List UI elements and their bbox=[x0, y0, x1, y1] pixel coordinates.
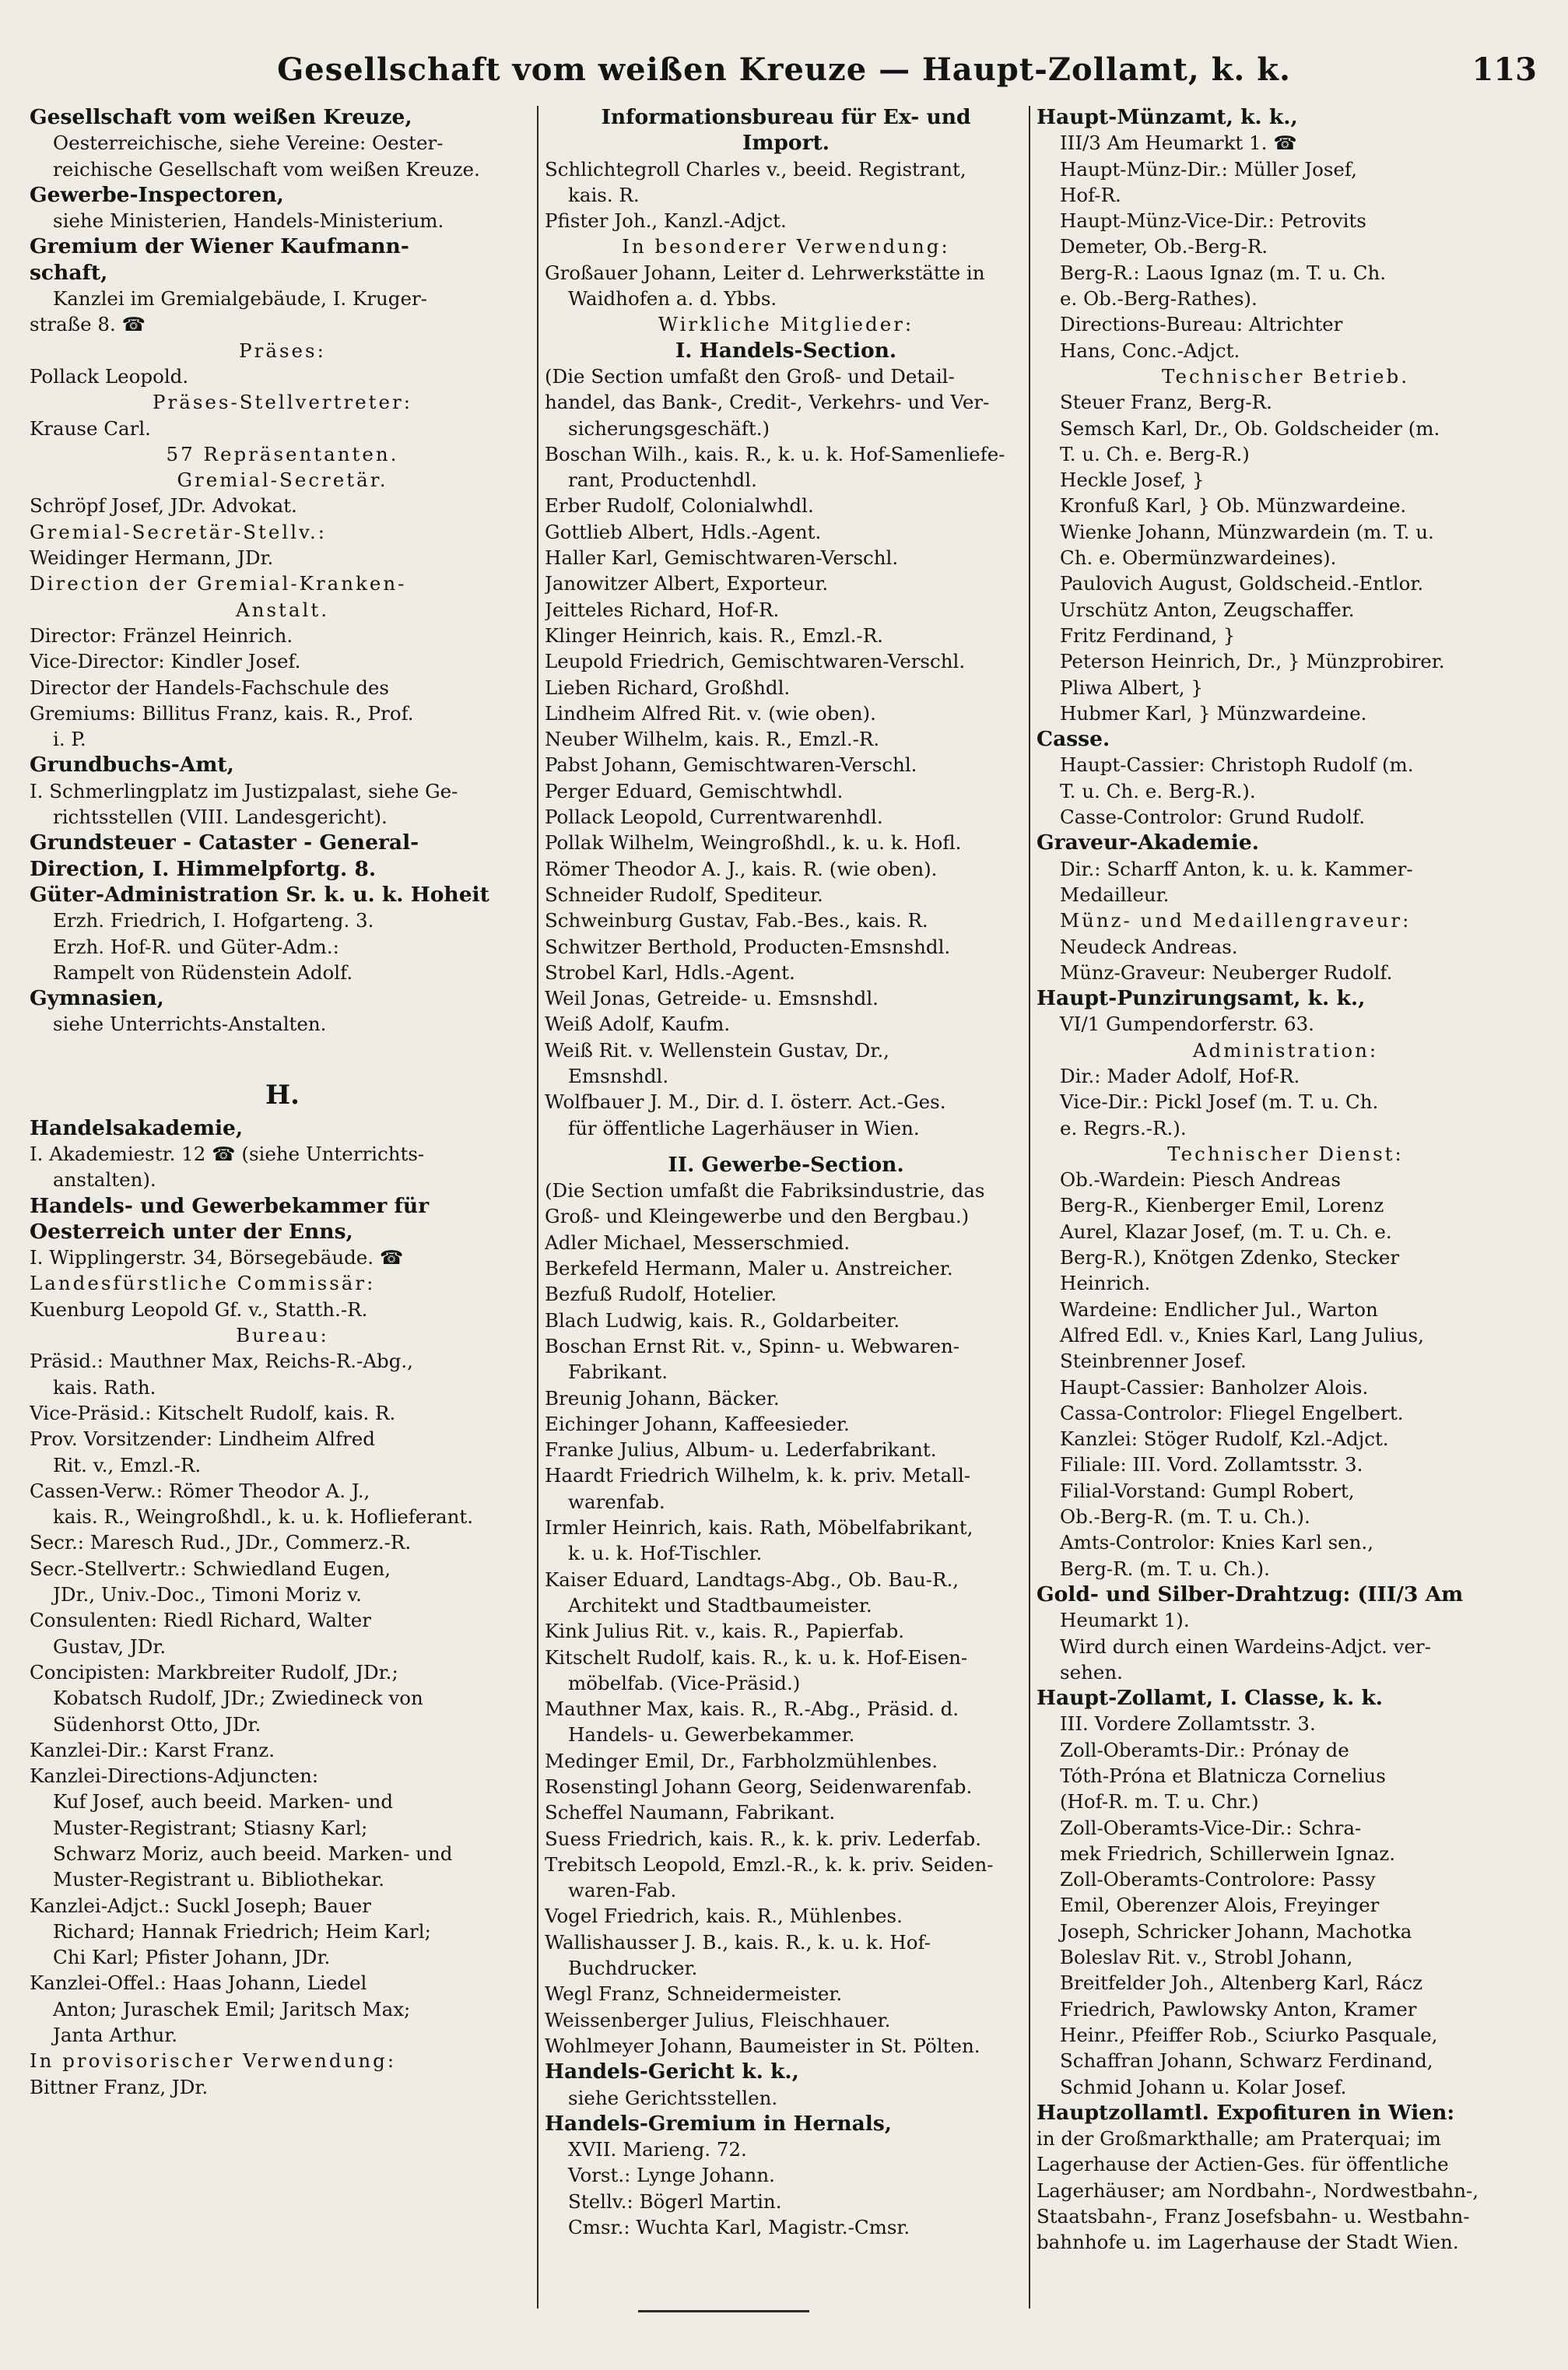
entry-line: Emsnshdl. bbox=[568, 1064, 669, 1087]
entry-line: siehe Unterrichts-Anstalten. bbox=[53, 1013, 327, 1036]
entry-line: Weissenberger Julius, Fleischhauer. bbox=[545, 2008, 891, 2031]
entry-line: Joseph, Schricker Johann, Machotka bbox=[1060, 1919, 1412, 1943]
entry-line: Muster-Registrant; Stiasny Karl; bbox=[53, 1816, 368, 1839]
column-divider-right bbox=[1029, 106, 1030, 2309]
end-rule bbox=[638, 2310, 809, 2312]
entry-heading: Grundbuchs-Amt, bbox=[30, 753, 234, 778]
entry-heading: schaft, bbox=[30, 260, 108, 285]
entry-line: Kanzlei-Dir.: Karst Franz. bbox=[30, 1738, 275, 1761]
entry-line: Berkefeld Hermann, Maler u. Anstreicher. bbox=[545, 1257, 953, 1280]
entry-line: Handels- u. Gewerbekammer. bbox=[568, 1723, 855, 1747]
entry-heading: Güter-Administration Sr. k. u. k. Hoheit bbox=[30, 882, 489, 907]
entry-line: Cassen-Verw.: Römer Theodor A. J., bbox=[30, 1479, 370, 1502]
entry-line: Friedrich, Pawlowsky Anton, Kramer bbox=[1060, 1997, 1417, 2021]
entry-line: Pliwa Albert, } bbox=[1060, 676, 1203, 699]
entry-line: Hans, Conc.-Adjct. bbox=[1060, 339, 1240, 362]
column-left bbox=[30, 104, 535, 2330]
entry-line: (Hof-R. m. T. u. Chr.) bbox=[1060, 1790, 1259, 1813]
entry-line: e. Regrs.-R.). bbox=[1060, 1116, 1187, 1139]
entry-line: Pollack Leopold. bbox=[30, 364, 189, 388]
entry-line: (Die Section umfaßt die Fabriksindustrie, das bbox=[545, 1179, 985, 1203]
entry-line: Medinger Emil, Dr., Farbholzmühlenbes. bbox=[545, 1749, 938, 1772]
entry-heading: Haupt-Zollamt, I. Classe, k. k. bbox=[1037, 1686, 1384, 1711]
entry-line: Berg-R., Kienberger Emil, Lorenz bbox=[1060, 1194, 1384, 1217]
entry-line: siehe Gerichtsstellen. bbox=[568, 2086, 778, 2109]
entry-line: Mauthner Max, kais. R., R.-Abg., Präsid. d. bbox=[545, 1698, 959, 1721]
entry-line: Ob.-Wardein: Piesch Andreas bbox=[1060, 1168, 1341, 1192]
entry-line: Berg-R. (m. T. u. Ch.). bbox=[1060, 1557, 1270, 1580]
entry-line: Stellv.: Bögerl Martin. bbox=[568, 2189, 782, 2213]
entry-heading: H. bbox=[265, 1079, 300, 1111]
entry-line: Wirkliche Mitglieder: bbox=[658, 313, 914, 336]
entry-line: Erzh. Hof-R. und Güter-Adm.: bbox=[53, 935, 339, 958]
entry-line: Kanzlei im Gremialgebäude, I. Kruger- bbox=[53, 287, 427, 311]
entry-line: sehen. bbox=[1060, 1660, 1123, 1684]
entry-line: Münz-Graveur: Neuberger Rudolf. bbox=[1060, 960, 1393, 984]
entry-line: Adler Michael, Messerschmied. bbox=[545, 1231, 851, 1254]
entry-line: Klinger Heinrich, kais. R., Emzl.-R. bbox=[545, 623, 883, 647]
entry-line: Trebitsch Leopold, Emzl.-R., k. k. priv. Seiden- bbox=[545, 1852, 994, 1876]
entry-line: Anstalt. bbox=[236, 598, 329, 621]
entry-line: Suess Friedrich, kais. R., k. k. priv. Lederfab. bbox=[545, 1827, 981, 1850]
entry-line: Römer Theodor A. J., kais. R. (wie oben). bbox=[545, 857, 938, 880]
entry-line: Janowitzer Albert, Exporteur. bbox=[545, 572, 829, 595]
entry-line: Zoll-Oberamts-Vice-Dir.: Schra- bbox=[1060, 1816, 1362, 1839]
entry-line: e. Ob.-Berg-Rathes). bbox=[1060, 287, 1258, 311]
entry-line: Heinr., Pfeiffer Rob., Sciurko Pasquale, bbox=[1060, 2023, 1438, 2046]
entry-line: Neuber Wilhelm, kais. R., Emzl.-R. bbox=[545, 728, 880, 751]
entry-heading: Gremium der Wiener Kaufmann- bbox=[30, 234, 409, 259]
entry-line: (Die Section umfaßt den Groß- und Detail- bbox=[545, 364, 955, 388]
entry-line: Medailleur. bbox=[1060, 883, 1170, 906]
entry-line: Cmsr.: Wuchta Karl, Magistr.-Cmsr. bbox=[568, 2216, 910, 2239]
entry-line: Ch. e. Obermünzwardeines). bbox=[1060, 546, 1337, 570]
entry-line: richtsstellen (VIII. Landesgericht). bbox=[53, 806, 388, 829]
entry-heading: Handels-Gremium in Hernals, bbox=[545, 2111, 893, 2136]
entry-line: Filial-Vorstand: Gumpl Robert, bbox=[1060, 1479, 1355, 1502]
entry-line: Technischer Betrieb. bbox=[1162, 364, 1409, 388]
entry-heading: II. Gewerbe-Section. bbox=[668, 1152, 904, 1177]
entry-line: Casse-Controlor: Grund Rudolf. bbox=[1060, 806, 1365, 829]
entry-line: Zoll-Oberamts-Dir.: Prónay de bbox=[1060, 1738, 1349, 1761]
entry-line: Architekt und Stadtbaumeister. bbox=[568, 1593, 872, 1617]
entry-line: Secr.-Stellvertr.: Schwiedland Eugen, bbox=[30, 1557, 391, 1580]
entry-line: Groß- und Kleingewerbe und den Bergbau.) bbox=[545, 1205, 970, 1228]
entry-line: Schmid Johann u. Kolar Josef. bbox=[1060, 2075, 1347, 2098]
entry-line: Großauer Johann, Leiter d. Lehrwerkstätte in bbox=[545, 261, 985, 284]
entry-line: T. u. Ch. e. Berg-R.). bbox=[1060, 779, 1256, 802]
entry-line: Aurel, Klazar Josef, (m. T. u. Ch. e. bbox=[1060, 1220, 1392, 1243]
entry-heading: Gesellschaft vom weißen Kreuze, bbox=[30, 105, 412, 129]
entry-line: Dir.: Mader Adolf, Hof-R. bbox=[1060, 1064, 1300, 1087]
entry-line: Leupold Friedrich, Gemischtwaren-Verschl. bbox=[545, 650, 966, 673]
entry-line: kais. R., Weingroßhdl., k. u. k. Hoflieferant. bbox=[53, 1505, 474, 1529]
entry-line: In provisorischer Verwendung: bbox=[30, 2049, 397, 2073]
entry-line: Administration: bbox=[1192, 1038, 1379, 1062]
column-middle bbox=[545, 104, 1027, 2330]
running-title: Gesellschaft vom weißen Kreuze — Haupt-Zollamt, k. k. bbox=[277, 51, 1291, 88]
entry-line: Secr.: Maresch Rud., JDr., Commerz.-R. bbox=[30, 1531, 412, 1554]
entry-line: Haller Karl, Gemischtwaren-Verschl. bbox=[545, 546, 899, 570]
entry-line: mek Friedrich, Schillerwein Ignaz. bbox=[1060, 1842, 1396, 1865]
entry-line: Weil Jonas, Getreide- u. Emsnshdl. bbox=[545, 987, 879, 1010]
entry-line: straße 8. ☎ bbox=[30, 313, 146, 336]
entry-line bbox=[30, 1038, 535, 1075]
page-header bbox=[31, 39, 1537, 101]
entry-heading: Oesterreich unter der Enns, bbox=[30, 1219, 353, 1244]
entry-heading: Hauptzollamtl. Expofituren in Wien: bbox=[1037, 2100, 1455, 2125]
entry-line: Janta Arthur. bbox=[53, 2024, 178, 2047]
entry-line: Jeitteles Richard, Hof-R. bbox=[545, 598, 780, 621]
entry-line: Heinrich. bbox=[1060, 1272, 1151, 1295]
entry-line: Schwitzer Berthold, Producten-Emsnshdl. bbox=[545, 935, 951, 958]
entry-line: Chi Karl; Pfister Johann, JDr. bbox=[53, 1946, 331, 1969]
entry-line: Waidhofen a. d. Ybbs. bbox=[568, 287, 777, 311]
entry-line: Schneider Rudolf, Spediteur. bbox=[545, 883, 823, 906]
entry-line: bahnhofe u. im Lagerhause der Stadt Wien. bbox=[1037, 2231, 1459, 2254]
entry-line: Richard; Hannak Friedrich; Heim Karl; bbox=[53, 1919, 431, 1943]
entry-line: Präses-Stellvertreter: bbox=[153, 391, 412, 414]
entry-line: Weiß Adolf, Kaufm. bbox=[545, 1013, 731, 1036]
entry-line: möbelfab. (Vice-Präsid.) bbox=[568, 1671, 801, 1694]
entry-line: warenfab. bbox=[568, 1490, 665, 1513]
entry-line: Kaiser Eduard, Landtags-Abg., Ob. Bau-R., bbox=[545, 1568, 959, 1591]
entry-line: I. Schmerlingplatz im Justizpalast, siehe Ge- bbox=[30, 779, 458, 802]
entry-line: I. Akademiestr. 12 ☎ (siehe Unterrichts- bbox=[30, 1142, 425, 1165]
entry-line: Bittner Franz, JDr. bbox=[30, 2075, 209, 2098]
entry-line: Vorst.: Lynge Johann. bbox=[568, 2164, 775, 2187]
entry-line: Gottlieb Albert, Hdls.-Agent. bbox=[545, 520, 822, 543]
entry-line: Weiß Rit. v. Wellenstein Gustav, Dr., bbox=[545, 1038, 889, 1062]
entry-line: Haupt-Münz-Dir.: Müller Josef, bbox=[1060, 157, 1357, 181]
entry-line: Boschan Ernst Rit. v., Spinn- u. Webwaren- bbox=[545, 1334, 960, 1357]
entry-line: i. P. bbox=[53, 728, 86, 751]
entry-line: Berg-R.: Laous Ignaz (m. T. u. Ch. bbox=[1060, 261, 1387, 284]
entry-heading: Grundsteuer - Cataster - General- bbox=[30, 830, 419, 855]
entry-line: Breunig Johann, Bäcker. bbox=[545, 1386, 780, 1410]
entry-line: Schröpf Josef, JDr. Advokat. bbox=[30, 494, 297, 518]
entry-line: Haupt-Cassier: Banholzer Alois. bbox=[1060, 1375, 1369, 1399]
entry-line: Amts-Controlor: Knies Karl sen., bbox=[1060, 1531, 1373, 1554]
entry-line: Gustav, JDr. bbox=[53, 1634, 167, 1658]
entry-heading: Graveur-Akademie. bbox=[1037, 830, 1259, 855]
entry-line: Wegl Franz, Schneidermeister. bbox=[545, 1982, 843, 2006]
entry-line: Direction der Gremial-Kranken- bbox=[30, 572, 407, 595]
entry-line: Demeter, Ob.-Berg-R. bbox=[1060, 235, 1268, 258]
entry-line: Tóth-Próna et Blatnicza Cornelius bbox=[1060, 1764, 1386, 1787]
entry-heading: Gewerbe-Inspectoren, bbox=[30, 182, 284, 207]
entry-line: Schwarz Moriz, auch beeid. Marken- und bbox=[53, 1842, 453, 1865]
entry-line: sicherungsgeschäft.) bbox=[568, 416, 770, 440]
entry-line: Bezfuß Rudolf, Hotelier. bbox=[545, 1283, 777, 1306]
entry-line: Vice-Dir.: Pickl Josef (m. T. u. Ch. bbox=[1060, 1090, 1379, 1114]
entry-line: Hof-R. bbox=[1060, 183, 1121, 206]
entry-line: In besonderer Verwendung: bbox=[622, 235, 950, 258]
entry-line: Landesfürstliche Commissär: bbox=[30, 1272, 376, 1295]
entry-line: VI/1 Gumpendorferstr. 63. bbox=[1060, 1013, 1314, 1036]
entry-line: Gremial-Secretär. bbox=[177, 469, 388, 492]
column-divider-left bbox=[537, 106, 538, 2309]
entry-line: handel, das Bank-, Credit-, Verkehrs- und Ver- bbox=[545, 391, 990, 414]
entry-line: Anton; Juraschek Emil; Jaritsch Max; bbox=[53, 1997, 411, 2021]
entry-line: waren-Fab. bbox=[568, 1879, 677, 1902]
entry-line: Präsid.: Mauthner Max, Reichs-R.-Abg., bbox=[30, 1350, 413, 1373]
entry-line: Emil, Oberenzer Alois, Freyinger bbox=[1060, 1894, 1380, 1917]
entry-heading: Gymnasien, bbox=[30, 986, 164, 1011]
entry-line: für öffentliche Lagerhäuser in Wien. bbox=[568, 1116, 920, 1139]
entry-line: Erber Rudolf, Colonialwhdl. bbox=[545, 494, 814, 518]
entry-line: Bureau: bbox=[236, 1324, 329, 1347]
entry-line: k. u. k. Hof-Tischler. bbox=[568, 1542, 763, 1565]
entry-line: Kanzlei: Stöger Rudolf, Kzl.-Adjct. bbox=[1060, 1427, 1389, 1451]
entry-line: Perger Eduard, Gemischtwhdl. bbox=[545, 779, 844, 802]
entry-line: Rampelt von Rüdenstein Adolf. bbox=[53, 960, 353, 984]
entry-heading: Gold- und Silber-Drahtzug: (III/3 Am bbox=[1037, 1582, 1464, 1606]
column-right bbox=[1037, 104, 1535, 2330]
entry-line: Fabrikant. bbox=[568, 1361, 668, 1384]
entry-line: Concipisten: Markbreiter Rudolf, JDr.; bbox=[30, 1660, 398, 1684]
entry-line: Buchdrucker. bbox=[568, 1957, 698, 1980]
entry-line bbox=[545, 1141, 1027, 1152]
entry-line: Rosenstingl Johann Georg, Seidenwarenfab. bbox=[545, 1775, 973, 1798]
entry-line: Haardt Friedrich Wilhelm, k. k. priv. Metall- bbox=[545, 1464, 971, 1487]
entry-line: Strobel Karl, Hdls.-Agent. bbox=[545, 960, 795, 984]
entry-line: Präses: bbox=[239, 339, 326, 362]
entry-line: Kanzlei-Directions-Adjuncten: bbox=[30, 1764, 319, 1788]
entry-line: Director der Handels-Fachschule des bbox=[30, 676, 389, 699]
entry-line: Kanzlei-Adjct.: Suckl Joseph; Bauer bbox=[30, 1894, 371, 1917]
entry-heading: Handelsakademie, bbox=[30, 1115, 244, 1140]
entry-line: anstalten). bbox=[53, 1168, 156, 1192]
entry-line: Filiale: III. Vord. Zollamtsstr. 3. bbox=[1060, 1453, 1363, 1476]
entry-line: Boschan Wilh., kais. R., k. u. k. Hof-Samenliefe- bbox=[545, 442, 1005, 465]
entry-line: Rit. v., Emzl.-R. bbox=[53, 1453, 202, 1476]
entry-line: Heckle Josef, } bbox=[1060, 469, 1205, 492]
entry-line: Prov. Vorsitzender: Lindheim Alfred bbox=[30, 1427, 375, 1451]
entry-line: Kuenburg Leopold Gf. v., Statth.-R. bbox=[30, 1297, 368, 1321]
entry-line: kais. Rath. bbox=[53, 1375, 156, 1399]
entry-line: Gremial-Secretär-Stellv.: bbox=[30, 520, 328, 543]
entry-line: Wienke Johann, Münzwardein (m. T. u. bbox=[1060, 520, 1434, 543]
entry-line: Muster-Registrant u. Bibliothekar. bbox=[53, 1868, 385, 1891]
entry-line: Haupt-Münz-Vice-Dir.: Petrovits bbox=[1060, 209, 1366, 233]
entry-line: Kanzlei-Offel.: Haas Johann, Liedel bbox=[30, 1971, 367, 1995]
entry-line: Technischer Dienst: bbox=[1167, 1142, 1404, 1165]
entry-line: Schlichtegroll Charles v., beeid. Registrant, bbox=[545, 157, 966, 181]
entry-line: Semsch Karl, Dr., Ob. Goldscheider (m. bbox=[1060, 416, 1440, 440]
entry-line: Kitschelt Rudolf, kais. R., k. u. k. Hof-Eisen- bbox=[545, 1645, 968, 1669]
entry-line: Kronfuß Karl, } Ob. Münzwardeine. bbox=[1060, 494, 1407, 518]
entry-line: Breitfelder Joh., Altenberg Karl, Rácz bbox=[1060, 1971, 1422, 1995]
entry-line: Vogel Friedrich, kais. R., Mühlenbes. bbox=[545, 1905, 903, 1928]
entry-line: Peterson Heinrich, Dr., } Münzprobirer. bbox=[1060, 650, 1445, 673]
entry-line: III/3 Am Heumarkt 1. ☎ bbox=[1060, 132, 1297, 155]
entry-line: Director: Fränzel Heinrich. bbox=[30, 623, 293, 647]
entry-line: Cassa-Controlor: Fliegel Engelbert. bbox=[1060, 1401, 1404, 1424]
entry-heading: Haupt-Punzirungsamt, k. k., bbox=[1037, 986, 1366, 1011]
entry-line: Boleslav Rit. v., Strobl Johann, bbox=[1060, 1946, 1353, 1969]
entry-line: Pollak Wilhelm, Weingroßhdl., k. u. k. Hofl. bbox=[545, 831, 962, 855]
entry-heading: Informationsbureau für Ex- und bbox=[601, 105, 971, 129]
entry-line: Staatsbahn-, Franz Josefsbahn- u. Westbahn- bbox=[1037, 2205, 1470, 2228]
entry-line: Blach Ludwig, kais. R., Goldarbeiter. bbox=[545, 1308, 900, 1332]
entry-line: Haupt-Cassier: Christoph Rudolf (m. bbox=[1060, 753, 1414, 777]
entry-line: I. Wipplingerstr. 34, Börsegebäude. ☎ bbox=[30, 1246, 404, 1269]
entry-line: Urschütz Anton, Zeugschaffer. bbox=[1060, 598, 1355, 621]
entry-line: Vice-Präsid.: Kitschelt Rudolf, kais. R. bbox=[30, 1401, 396, 1424]
entry-line: Wolfbauer J. M., Dir. d. I. österr. Act.-Ges. bbox=[545, 1090, 946, 1114]
entry-line: Wallishausser J. B., kais. R., k. u. k. Hof- bbox=[545, 1930, 931, 1954]
entry-line: Gremiums: Billitus Franz, kais. R., Prof. bbox=[30, 701, 414, 725]
entry-line: T. u. Ch. e. Berg-R.) bbox=[1060, 442, 1250, 465]
entry-line: kais. R. bbox=[568, 183, 640, 206]
entry-line: Franke Julius, Album- u. Lederfabrikant. bbox=[545, 1438, 937, 1462]
entry-line: Pfister Joh., Kanzl.-Adjct. bbox=[545, 209, 787, 233]
entry-line: JDr., Univ.-Doc., Timoni Moriz v. bbox=[53, 1583, 362, 1606]
entry-line: Lieben Richard, Großhdl. bbox=[545, 676, 791, 699]
entry-line: Weidinger Hermann, JDr. bbox=[30, 546, 274, 570]
entry-line: Schaffran Johann, Schwarz Ferdinand, bbox=[1060, 2049, 1433, 2073]
entry-line: reichische Gesellschaft vom weißen Kreuze. bbox=[53, 157, 480, 181]
entry-line: Eichinger Johann, Kaffeesieder. bbox=[545, 1412, 850, 1435]
entry-line: Hubmer Karl, } Münzwardeine. bbox=[1060, 701, 1367, 725]
entry-line: Lindheim Alfred Rit. v. (wie oben). bbox=[545, 701, 876, 725]
page-number: 113 bbox=[1472, 51, 1537, 88]
entry-line: Wohlmeyer Johann, Baumeister in St. Pölten. bbox=[545, 2034, 980, 2057]
entry-line: Oesterreichische, siehe Vereine: Oester- bbox=[53, 132, 444, 155]
entry-heading: Direction, I. Himmelpfortg. 8. bbox=[30, 856, 377, 881]
entry-line: siehe Ministerien, Handels-Ministerium. bbox=[53, 209, 444, 233]
entry-line: Schweinburg Gustav, Fab.-Bes., kais. R. bbox=[545, 909, 928, 932]
entry-line: Münz- und Medaillengraveur: bbox=[1060, 909, 1412, 932]
entry-line: Krause Carl. bbox=[30, 416, 151, 440]
entry-line: Steinbrenner Josef. bbox=[1060, 1350, 1247, 1373]
entry-line: Directions-Bureau: Altrichter bbox=[1060, 313, 1343, 336]
entry-line: Erzh. Friedrich, I. Hofgarteng. 3. bbox=[53, 909, 374, 932]
entry-line: Fritz Ferdinand, } bbox=[1060, 623, 1236, 647]
entry-line: Kuf Josef, auch beeid. Marken- und bbox=[53, 1790, 394, 1813]
entry-line: Consulenten: Riedl Richard, Walter bbox=[30, 1609, 371, 1632]
entry-heading: Handels-Gericht k. k., bbox=[545, 2059, 799, 2084]
entry-line: in der Großmarkthalle; am Praterquai; im bbox=[1037, 2127, 1441, 2151]
entry-line: Pabst Johann, Gemischtwaren-Verschl. bbox=[545, 753, 917, 777]
entry-line: Irmler Heinrich, kais. Rath, Möbelfabrikant, bbox=[545, 1516, 973, 1540]
entry-line: Berg-R.), Knötgen Zdenko, Stecker bbox=[1060, 1246, 1400, 1269]
entry-line: Neudeck Andreas. bbox=[1060, 935, 1238, 958]
entry-line: Steuer Franz, Berg-R. bbox=[1060, 391, 1272, 414]
entry-line: Lagerhäuser; am Nordbahn-, Nordwestbahn-, bbox=[1037, 2179, 1479, 2202]
entry-line: Paulovich August, Goldscheid.-Entlor. bbox=[1060, 572, 1424, 595]
entry-line: Lagerhause der Actien-Ges. für öffentliche bbox=[1037, 2153, 1449, 2176]
entry-line: Pollack Leopold, Currentwarenhdl. bbox=[545, 806, 883, 829]
entry-line: Heumarkt 1). bbox=[1060, 1609, 1190, 1632]
entry-line: Kobatsch Rudolf, JDr.; Zwiedineck von bbox=[53, 1687, 423, 1710]
entry-line: Ob.-Berg-R. (m. T. u. Ch.). bbox=[1060, 1505, 1310, 1529]
entry-line: Südenhorst Otto, JDr. bbox=[53, 1712, 261, 1736]
entry-line: Alfred Edl. v., Knies Karl, Lang Julius, bbox=[1060, 1323, 1424, 1347]
entry-heading: Import. bbox=[742, 131, 830, 156]
entry-heading: I. Handels-Section. bbox=[675, 338, 897, 363]
entry-line: 57 Repräsentanten. bbox=[166, 442, 399, 465]
entry-line: III. Vordere Zollamtsstr. 3. bbox=[1060, 1712, 1316, 1736]
entry-heading: Handels- und Gewerbekammer für bbox=[30, 1193, 430, 1218]
entry-line: Zoll-Oberamts-Controlore: Passy bbox=[1060, 1868, 1376, 1891]
entry-line: Vice-Director: Kindler Josef. bbox=[30, 650, 301, 673]
entry-line: Scheffel Naumann, Fabrikant. bbox=[545, 1801, 836, 1824]
entry-heading: Casse. bbox=[1037, 727, 1110, 752]
entry-line: Dir.: Scharff Anton, k. u. k. Kammer- bbox=[1060, 857, 1413, 880]
entry-line: XVII. Marieng. 72. bbox=[568, 2138, 747, 2161]
entry-line: Kink Julius Rit. v., kais. R., Papierfab. bbox=[545, 1620, 905, 1643]
entry-line: Wardeine: Endlicher Jul., Warton bbox=[1060, 1297, 1378, 1321]
entry-heading: Haupt-Münzamt, k. k., bbox=[1037, 105, 1298, 129]
entry-line: rant, Productenhdl. bbox=[568, 469, 757, 492]
entry-line: Wird durch einen Wardeins-Adjct. ver- bbox=[1060, 1634, 1431, 1658]
